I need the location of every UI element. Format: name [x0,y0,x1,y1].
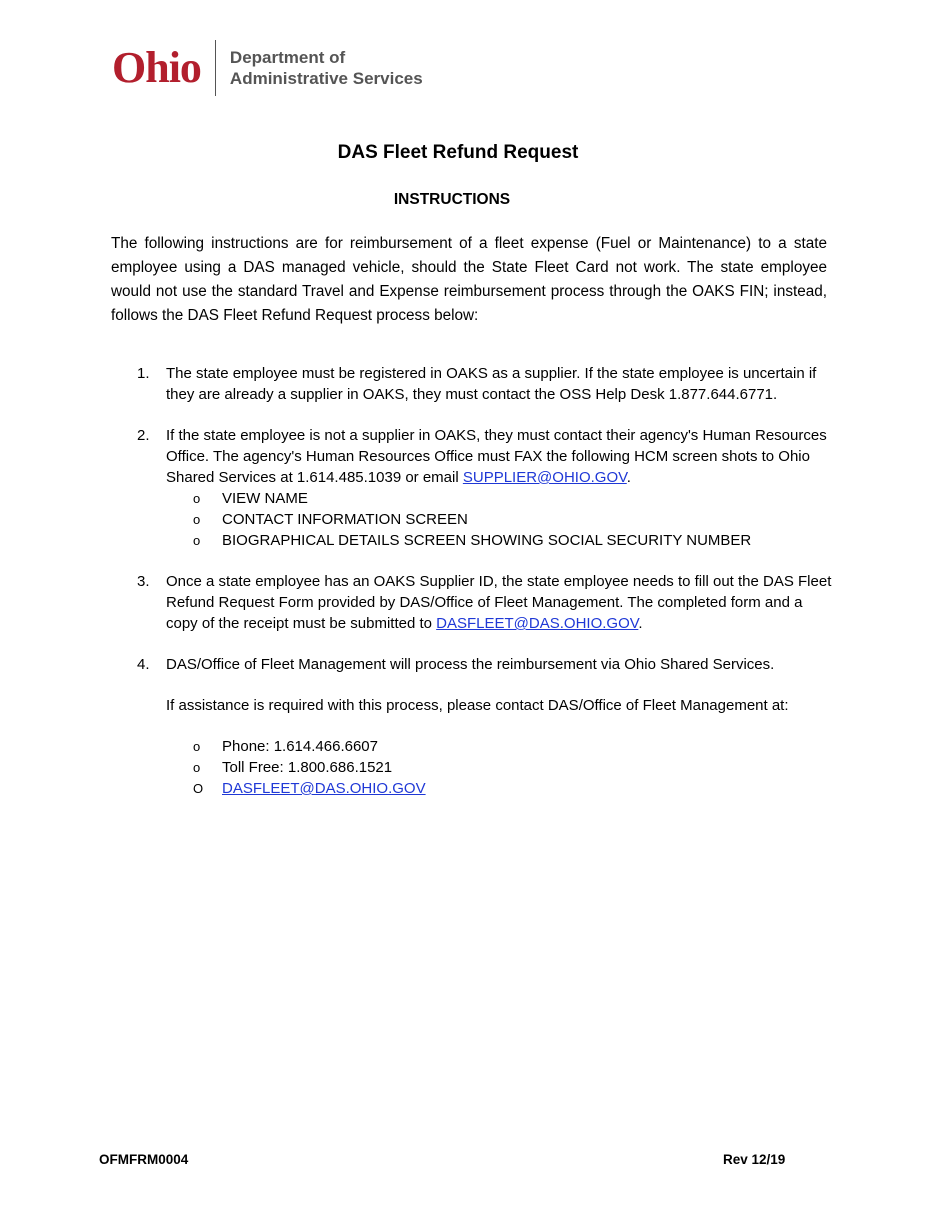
bullet-icon: o [193,512,201,527]
bullet-icon: o [193,760,201,775]
list-item: o CONTACT INFORMATION SCREEN [193,511,468,528]
list-item: o VIEW NAME [193,490,308,507]
list-item: o BIOGRAPHICAL DETAILS SCREEN SHOWING SOCIAL SECURITY NUMBER [193,532,752,549]
logo-divider [215,40,216,96]
step-item [137,425,837,551]
step-item [137,363,837,405]
step-number: 3. [137,573,150,590]
document-title: DAS Fleet Refund Request [337,142,579,163]
page-header [112,40,423,96]
contact-email [166,778,837,799]
intro-paragraph: The following instructions are for reimbursement of a fleet expense (Fuel or Maintenance) to a state employee using a DAS managed vehicle, should the State Fleet Card not work. The state employee would not use the standard Travel and Expense reimbursement process through the OAKS FIN; instead, follows the DAS Fleet Refund Request process below: [111,235,827,324]
hcm-screens-list [166,488,837,551]
bullet-icon: o [193,533,201,548]
step-text: DAS/Office of Fleet Management will process the reimbursement via Ohio Shared Services. [166,656,775,673]
step-body [166,425,837,551]
supplier-email-link[interactable]: SUPPLIER@OHIO.GOV [462,469,627,486]
instructions-heading: INSTRUCTIONS [393,191,511,208]
revision-date: Rev 12/19 [723,1152,786,1167]
step-number: 2. [137,427,150,444]
step-text: The state employee must be registered in OAKS as a supplier. If the state employee is uncertain if they are already a supplier in OAKS, they must contact the OSS Help Desk 1.877.644.6771. [166,365,817,403]
bullet-icon: O [193,781,204,796]
step-item [137,654,837,675]
dasfleet-email-link[interactable]: DASFLEET@DAS.OHIO.GOV [436,615,639,632]
bullet-icon: o [193,739,201,754]
department-line-1: Department of [229,48,346,67]
ohio-logo: Ohio [112,43,201,92]
steps-list [137,363,837,799]
assistance-text: If assistance is required with this process, please contact DAS/Office of Fleet Management at: [166,697,789,714]
step-item [137,571,837,634]
department-line-2: Administrative Services [229,69,423,88]
step-text: If the state employee is not a supplier in OAKS, they must contact their agency's Human Resources Office. The agency's Human Resources Office must FAX the following HCM screen shots to Ohio Shared Services at 1.614.485.1039 or email SUPPLIER@OHIO.GOV. [166,427,827,486]
form-id: OFMFRM0004 [99,1152,189,1167]
step-text: Once a state employee has an OAKS Supplier ID, the state employee needs to fill out the DAS Fleet Refund Request Form provided by DAS/Office of Fleet Management. The completed form and a copy of the receipt must be submitted to DASFLEET@DAS.OHIO.GOV. [166,573,832,632]
contact-list [166,736,837,799]
contact-phone: o Phone: 1.614.466.6607 [193,738,378,755]
step-number: 1. [137,365,150,382]
contact-toll-free: o Toll Free: 1.800.686.1521 [193,759,393,776]
step-number: 4. [137,656,150,673]
department-name [230,47,423,89]
contact-email-link[interactable]: DASFLEET@DAS.OHIO.GOV [222,780,426,797]
bullet-icon: o [193,491,201,506]
